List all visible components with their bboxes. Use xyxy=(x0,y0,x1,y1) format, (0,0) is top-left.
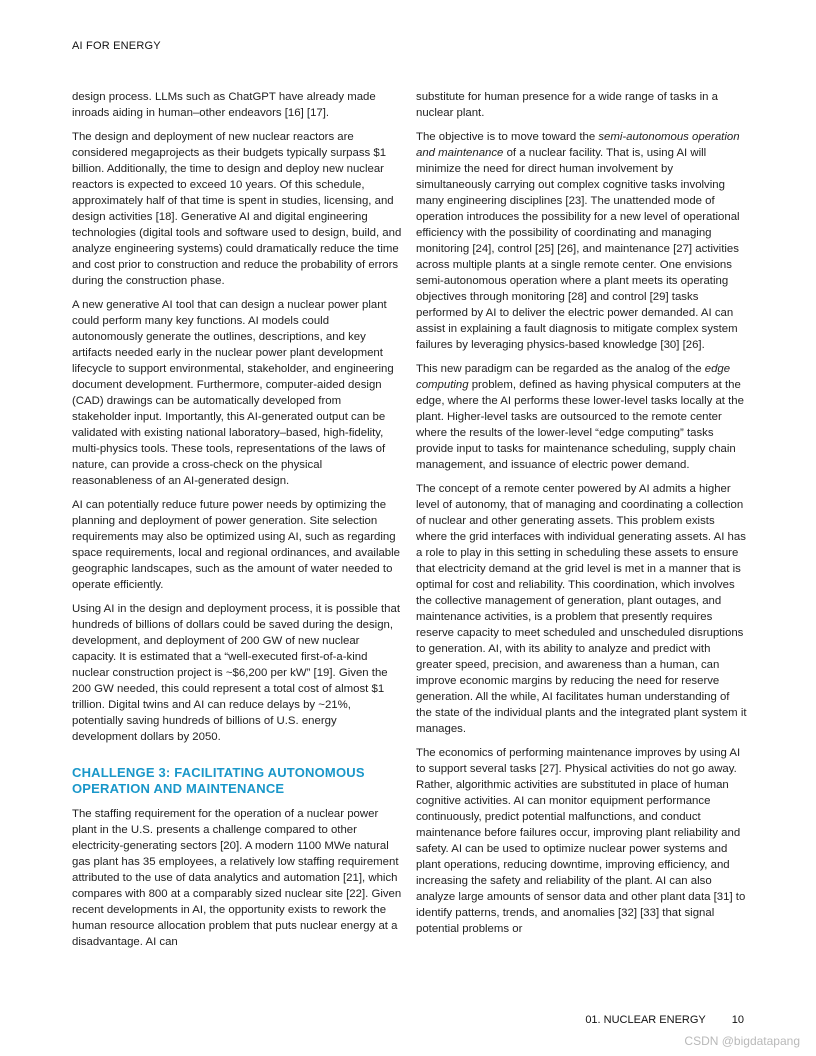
paragraph: The economics of performing maintenance improves by using AI to support several tasks [27]. Physical activities do not go away. Rather, algorithmic activities are substituted in place of human cognitive activities. AI can monitor equipment performance continuously, predict potential malfunctions, and conduct maintenance before failures occur, improving plant reliability and safety. AI can be used to optimize nuclear power systems and plant operations, reducing downtime, improving efficiency, and increasing the safety and reliability of the plant. AI can also analyze large amounts of sensor data and other plant data [31] to identify patterns, trends, and anomalies [32] [33] that signal potential problems or xyxy=(416,747,746,935)
text-run: The objective is to move toward the xyxy=(416,131,599,143)
paragraph: AI can potentially reduce future power needs by optimizing the planning and deployment of power generation. Site selection requirements may also be optimized using AI, such as regarding space requirements, local and regional ordinances, and available geographic landscapes, such as the amount of water needed to operate efficiently. xyxy=(72,499,401,591)
emphasis: semi-autonomous operation and maintenance xyxy=(416,131,740,159)
paragraph xyxy=(416,129,748,353)
left-column xyxy=(72,89,402,958)
running-head: AI FOR ENERGY xyxy=(72,40,161,52)
paragraph: The staffing requirement for the operation of a nuclear power plant in the U.S. presents a challenge compared to other electricity-generating sectors [20]. A modern 1100 MWe natural gas plant has 35 employees, a relatively low staffing requirement attributed to the use of data analytics and automation [21], which compares with 800 at a comparably sized nuclear site [22]. Given recent developments in AI, the opportunity exists to rework the human resource allocation problem that puts nuclear energy at a disadvantage. AI can xyxy=(72,808,402,948)
footer-section: 01. NUCLEAR ENERGY xyxy=(585,1014,706,1026)
emphasis: edge computing xyxy=(416,363,731,391)
paragraph: The design and deployment of new nuclear reactors are considered megaprojects as their budgets typically surpass $1 billion. Additionally, the time to design and deploy new nuclear reactors is expected to exceed 10 years. Of this schedule, approximately half of that time is spent in studies, licensing, and design activities [18]. Generative AI and digital engineering technologies (digital tools and software used to design, build, and analyze engineering systems) could dramatically reduce the time and cost prior to construction and reduce the probability of errors during the construction phase. xyxy=(72,131,402,287)
text-run: problem, defined as having physical computers at the edge, where the AI performs these lower-level tasks locally at the plant. Higher-level tasks are outsourced to the remote center where the results of the lower-level “edge computing” tasks provide input to tasks for maintenance scheduling, supply chain management, and issuance of electric power demand. xyxy=(416,379,744,471)
text-run: of a nuclear facility. That is, using AI will minimize the need for direct human involvement by simultaneously carrying out complex cognitive tasks involving many engineering disciplines [23]. The unattended mode of operation introduces the possibility for a new level of operational efficiency with the possibility of coordinating and managing monitoring [24], control [25] [26], and maintenance [27] activities across multiple plants at a single remote center. One envisions semi-autonomous operation where a plant meets its operating objectives through monitoring [28] and control [29] tasks performed by AI to deliver the electric power demanded. AI can assist in explaining a fault diagnosis to mitigate complex system failures by leveraging physics-based knowledge [30] [26]. xyxy=(416,147,740,351)
paragraph: Using AI in the design and deployment process, it is possible that hundreds of billions of dollars could be saved during the design, development, and deployment of 200 GW of new nuclear capacity. It is estimated that a “well-executed first-of-a-kind nuclear construction project is ~$6,200 per kW” [19]. Given the 200 GW needed, this could represent a total cost of almost $1 trillion. Digital twins and AI can reduce delays by ~21%, potentially saving hundreds of billions of U.S. energy development dollars by 2050. xyxy=(72,603,400,743)
paragraph: The concept of a remote center powered by AI admits a higher level of autonomy, that of managing and coordinating a collection of nuclear and other generating assets. This problem exists where the grid interfaces with individual generating assets. AI has a role to play in this setting in scheduling these assets to ensure that electricity demand at the grid level is met in a manner that is optimal for cost and reliability. This coordination, which involves the collective management of generation, plant outages, and maintenance activities, is a problem that presently requires reserve capacity to meet scheduled and unscheduled disruptions to generation. AI, with its ability to analyze and predict with greater speed, precision, and awareness than a human, can improve economic margins by reducing the need for reserve generation. All the while, AI facilitates human understanding of the state of the individual plants and the integrated plant system it manages. xyxy=(416,483,747,735)
page-number: 10 xyxy=(731,1014,744,1026)
right-column xyxy=(416,89,748,945)
page-footer xyxy=(585,1014,744,1026)
paragraph: A new generative AI tool that can design a nuclear power plant could perform many key functions. AI models could autonomously generate the outlines, descriptions, and key artifacts needed early in the nuclear power plant development lifecycle to support environmental, stakeholder, and engineering document development. Furthermore, computer-aided design (CAD) drawings can be automatically developed from stakeholder input. Importantly, this AI-generated output can be validated with existing national laboratory–based, high-fidelity, multi-physics tools. These tools, representations of the laws of nature, can provide a cross-check on the physical reasonableness of an AI-generated design. xyxy=(72,299,394,487)
paragraph: substitute for human presence for a wide range of tasks in a nuclear plant. xyxy=(416,91,719,119)
text-run: This new paradigm can be regarded as the analog of the xyxy=(416,363,705,375)
paragraph xyxy=(416,361,748,473)
paragraph: design process. LLMs such as ChatGPT have already made inroads aiding in human–other endeavors [16] [17]. xyxy=(72,91,376,119)
watermark: CSDN @bigdatapang xyxy=(684,1034,800,1048)
section-heading: CHALLENGE 3: FACILITATING AUTONOMOUS OPERATION AND MAINTENANCE xyxy=(72,765,365,796)
